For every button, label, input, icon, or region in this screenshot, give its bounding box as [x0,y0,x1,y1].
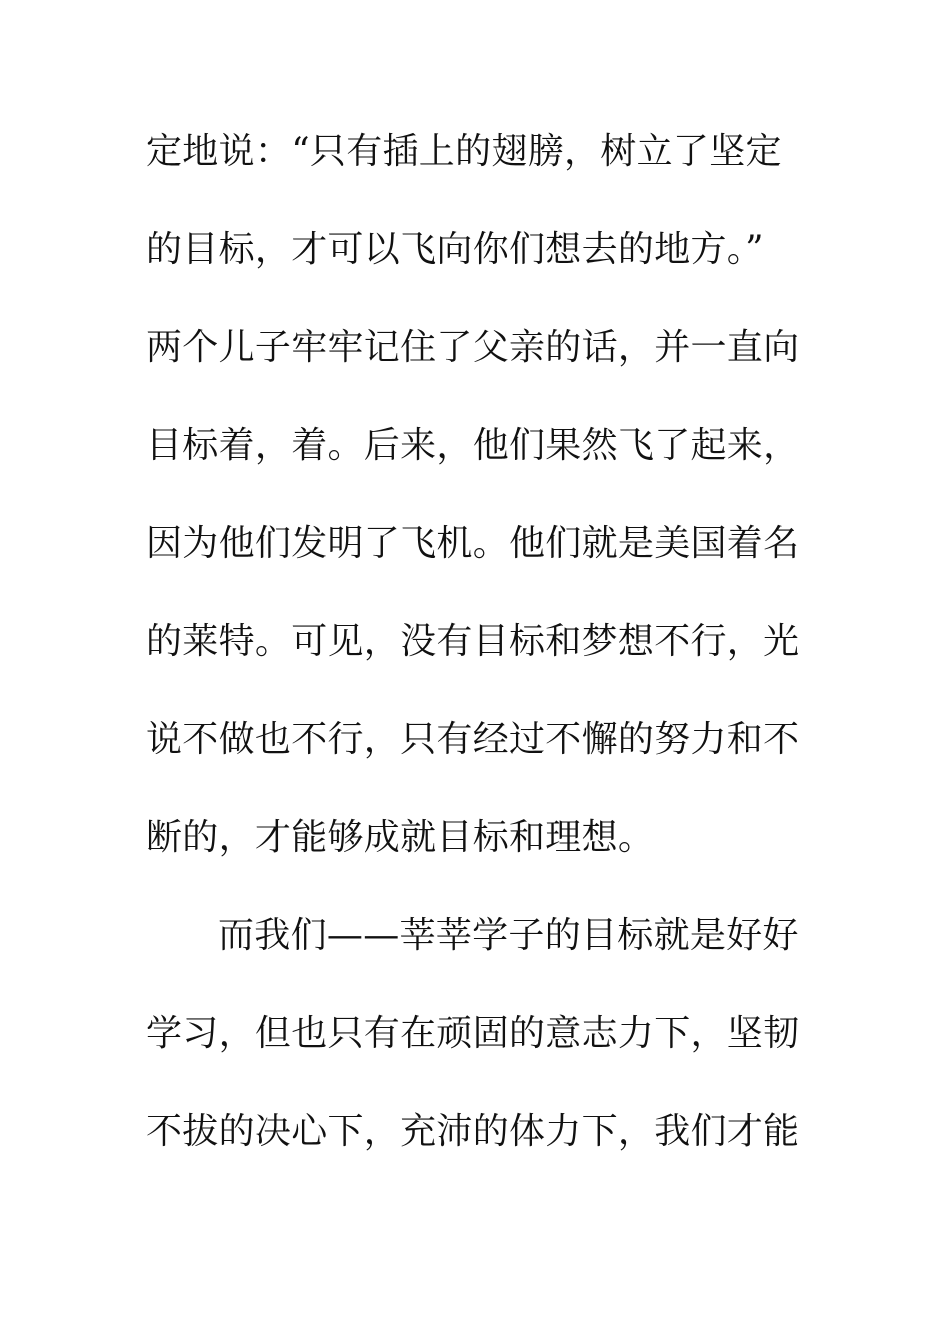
text-line: 说不做也不行，只有经过不懈的努力和不 [146,719,800,760]
paragraph-start-line: 而我们——莘莘学子的目标就是好好 [218,915,799,956]
text-line: 学习，但也只有在顽固的意志力下，坚韧 [146,1013,800,1054]
text-line: 的目标，才可以飞向你们想去的地方。” [146,229,764,270]
text-line: 定地说：“只有插上的翅膀，树立了坚定 [146,131,782,172]
text-line: 因为他们发明了飞机。他们就是美国着名 [146,523,800,564]
body-text [146,122,806,1200]
text-line: 的莱特。可见，没有目标和梦想不行，光 [146,621,800,662]
text-line: 断的，才能够成就目标和理想。 [146,817,655,858]
text-line: 目标着，着。后来，他们果然飞了起来， [146,425,800,466]
text-line: 不拔的决心下，充沛的体力下，我们才能 [146,1111,800,1152]
text-line: 两个儿子牢牢记住了父亲的话，并一直向 [146,327,800,368]
